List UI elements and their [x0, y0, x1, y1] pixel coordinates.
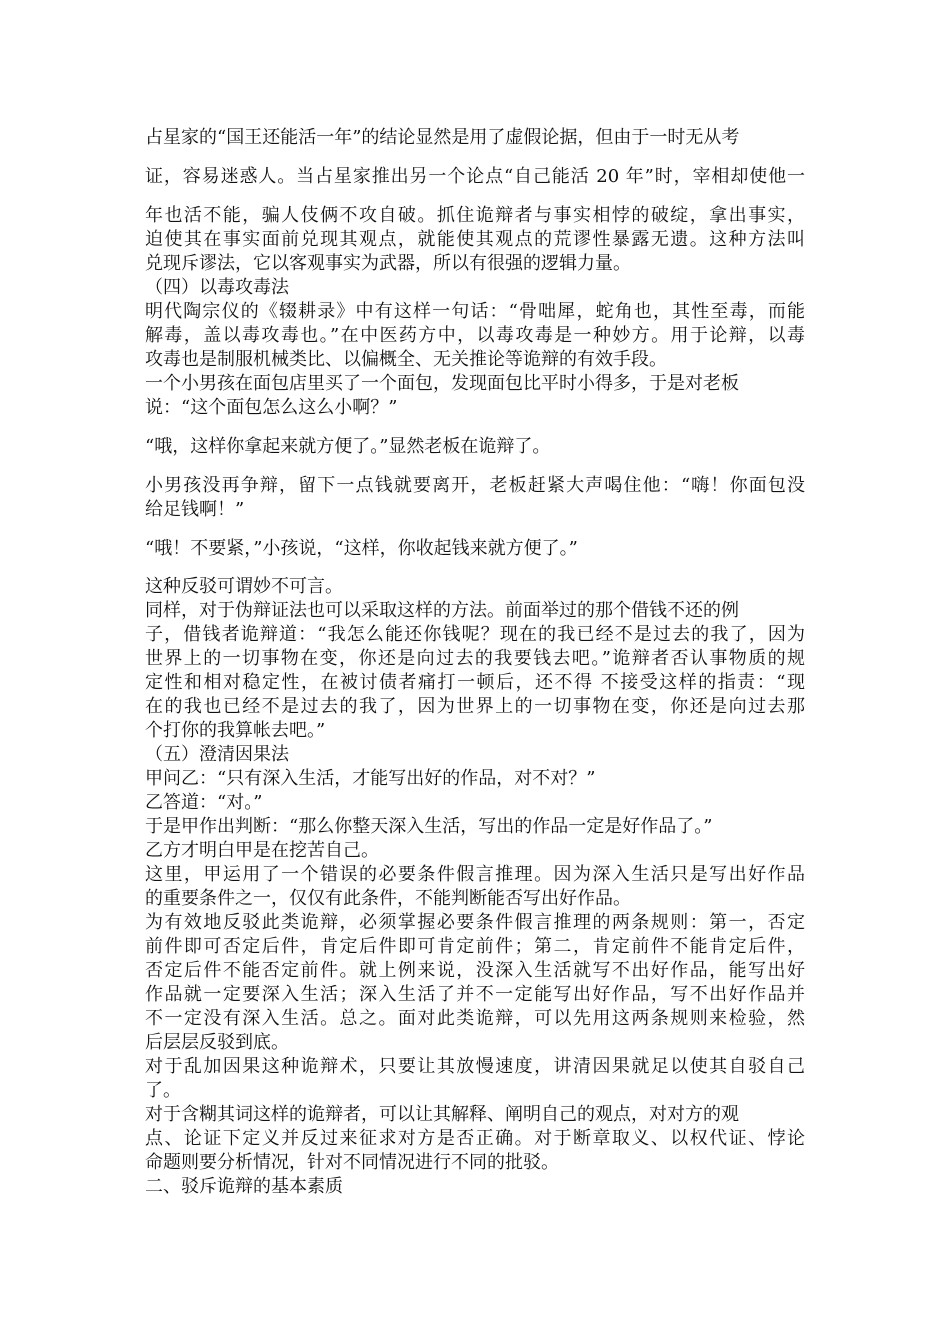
section-heading: （五）澄清因果法 — [145, 744, 289, 765]
text-line: 这种反驳可谓妙不可言。 — [145, 576, 343, 597]
text-line: 点、论证下定义并反过来征求对方是否正确。对于断章取义、以权代证、悖论 — [145, 1128, 805, 1149]
text-line: “哦！不要紧，”小孩说，“这样，你收起钱来就方便了。” — [145, 538, 578, 559]
text-line: 攻毒也是制服机械类比、以偏概全、无关推论等诡辩的有效手段。 — [145, 349, 667, 370]
text-line: 乙答道：“对。” — [145, 792, 263, 813]
text-line: 命题则要分析情况，针对不同情况进行不同的批驳。 — [145, 1152, 559, 1173]
section-heading: （四）以毒攻毒法 — [145, 277, 289, 298]
text-line: 给足钱啊！” — [145, 499, 245, 520]
text-line: 一个小男孩在面包店里买了一个面包，发现面包比平时小得多，于是对老板 — [145, 373, 739, 394]
text-line: 为有效地反驳此类诡辩，必须掌握必要条件假言推理的两条规则：第一，否定 — [145, 912, 805, 933]
text-line: 占星家的“国王还能活一年”的结论显然是用了虚假论据，但由于一时无从考 — [145, 127, 740, 148]
text-line: 作品就一定要深入生活；深入生活了并不一定能写出好作品，写不出好作品并 — [145, 984, 805, 1005]
text-line: 于是甲作出判断：“那么你整天深入生活，写出的作品一定是好作品了。” — [145, 816, 713, 837]
text-line: 了。 — [145, 1080, 181, 1101]
text-line: 证，容易迷惑人。当占星家推出另一个论点“自己能活 20 年”时，宰相却使他一 — [145, 166, 805, 187]
text-line: 否定后件不能否定前件。就上例来说，没深入生活就写不出好作品，能写出好 — [145, 960, 805, 981]
text-line: 对于含糊其词这样的诡辩者，可以让其解释、阐明自己的观点，对对方的观 — [145, 1104, 739, 1125]
text-line: 世界上的一切事物在变，你还是向过去的我要钱去吧。”诡辩者否认事物质的规 — [145, 648, 805, 669]
text-line: 兑现斥谬法，它以客观事实为武器，所以有很强的逻辑力量。 — [145, 253, 631, 274]
text-line: “哦，这样你拿起来就方便了。”显然老板在诡辩了。 — [145, 436, 551, 457]
text-line: 不一定没有深入生活。总之。面对此类诡辩，可以先用这两条规则来检验，然 — [145, 1008, 805, 1029]
text-line: 后层层反驳到底。 — [145, 1032, 289, 1053]
text-line: 的重要条件之一，仅仅有此条件，不能判断能否写出好作品。 — [145, 888, 631, 909]
text-line: 同样，对于伪辩证法也可以采取这样的方法。前面举过的那个借钱不还的例 — [145, 600, 739, 621]
text-line: 乙方才明白甲是在挖苦自己。 — [145, 840, 379, 861]
text-line: 这里，甲运用了一个错误的必要条件假言推理。因为深入生活只是写出好作品 — [145, 864, 805, 885]
text-line: 小男孩没再争辩，留下一点钱就要离开，老板赶紧大声喝住他：“嗨！你面包没 — [145, 475, 805, 496]
text-line: 个打你的我算帐去吧。” — [145, 720, 326, 741]
text-line: 定性和相对稳定性，在被讨债者痛打一顿后，还不得 不接受这样的指责：“现 — [145, 672, 805, 693]
text-line: 甲问乙：“只有深入生活，才能写出好的作品，对不对？” — [145, 768, 596, 789]
text-line: 在的我也已经不是过去的我了，因为世界上的一切事物在变，你还是向过去那 — [145, 696, 805, 717]
section-heading: 二、驳斥诡辩的基本素质 — [145, 1176, 343, 1197]
text-line: 年也活不能，骗人伎俩不攻自破。抓住诡辩者与事实相悖的破绽，拿出事实， — [145, 205, 805, 226]
text-line: 对于乱加因果这种诡辩术，只要让其放慢速度，讲清因果就足以使其自驳自己 — [145, 1056, 805, 1077]
text-line: 前件即可否定后件，肯定后件即可肯定前件；第二，肯定前件不能肯定后件， — [145, 936, 805, 957]
text-line: 迫使其在事实面前兑现其观点，就能使其观点的荒谬性暴露无遗。这种方法叫 — [145, 229, 805, 250]
text-line: 说：“这个面包怎么这么小啊？” — [145, 397, 398, 418]
text-line: 子，借钱者诡辩道：“我怎么能还你钱呢？现在的我已经不是过去的我了，因为 — [145, 624, 805, 645]
text-line: 解毒，盖以毒攻毒也。”在中医药方中，以毒攻毒是一种妙方。用于论辩，以毒 — [145, 325, 805, 346]
text-line: 明代陶宗仪的《辍耕录》中有这样一句话：“骨咄犀，蛇角也，其性至毒，而能 — [145, 301, 805, 322]
